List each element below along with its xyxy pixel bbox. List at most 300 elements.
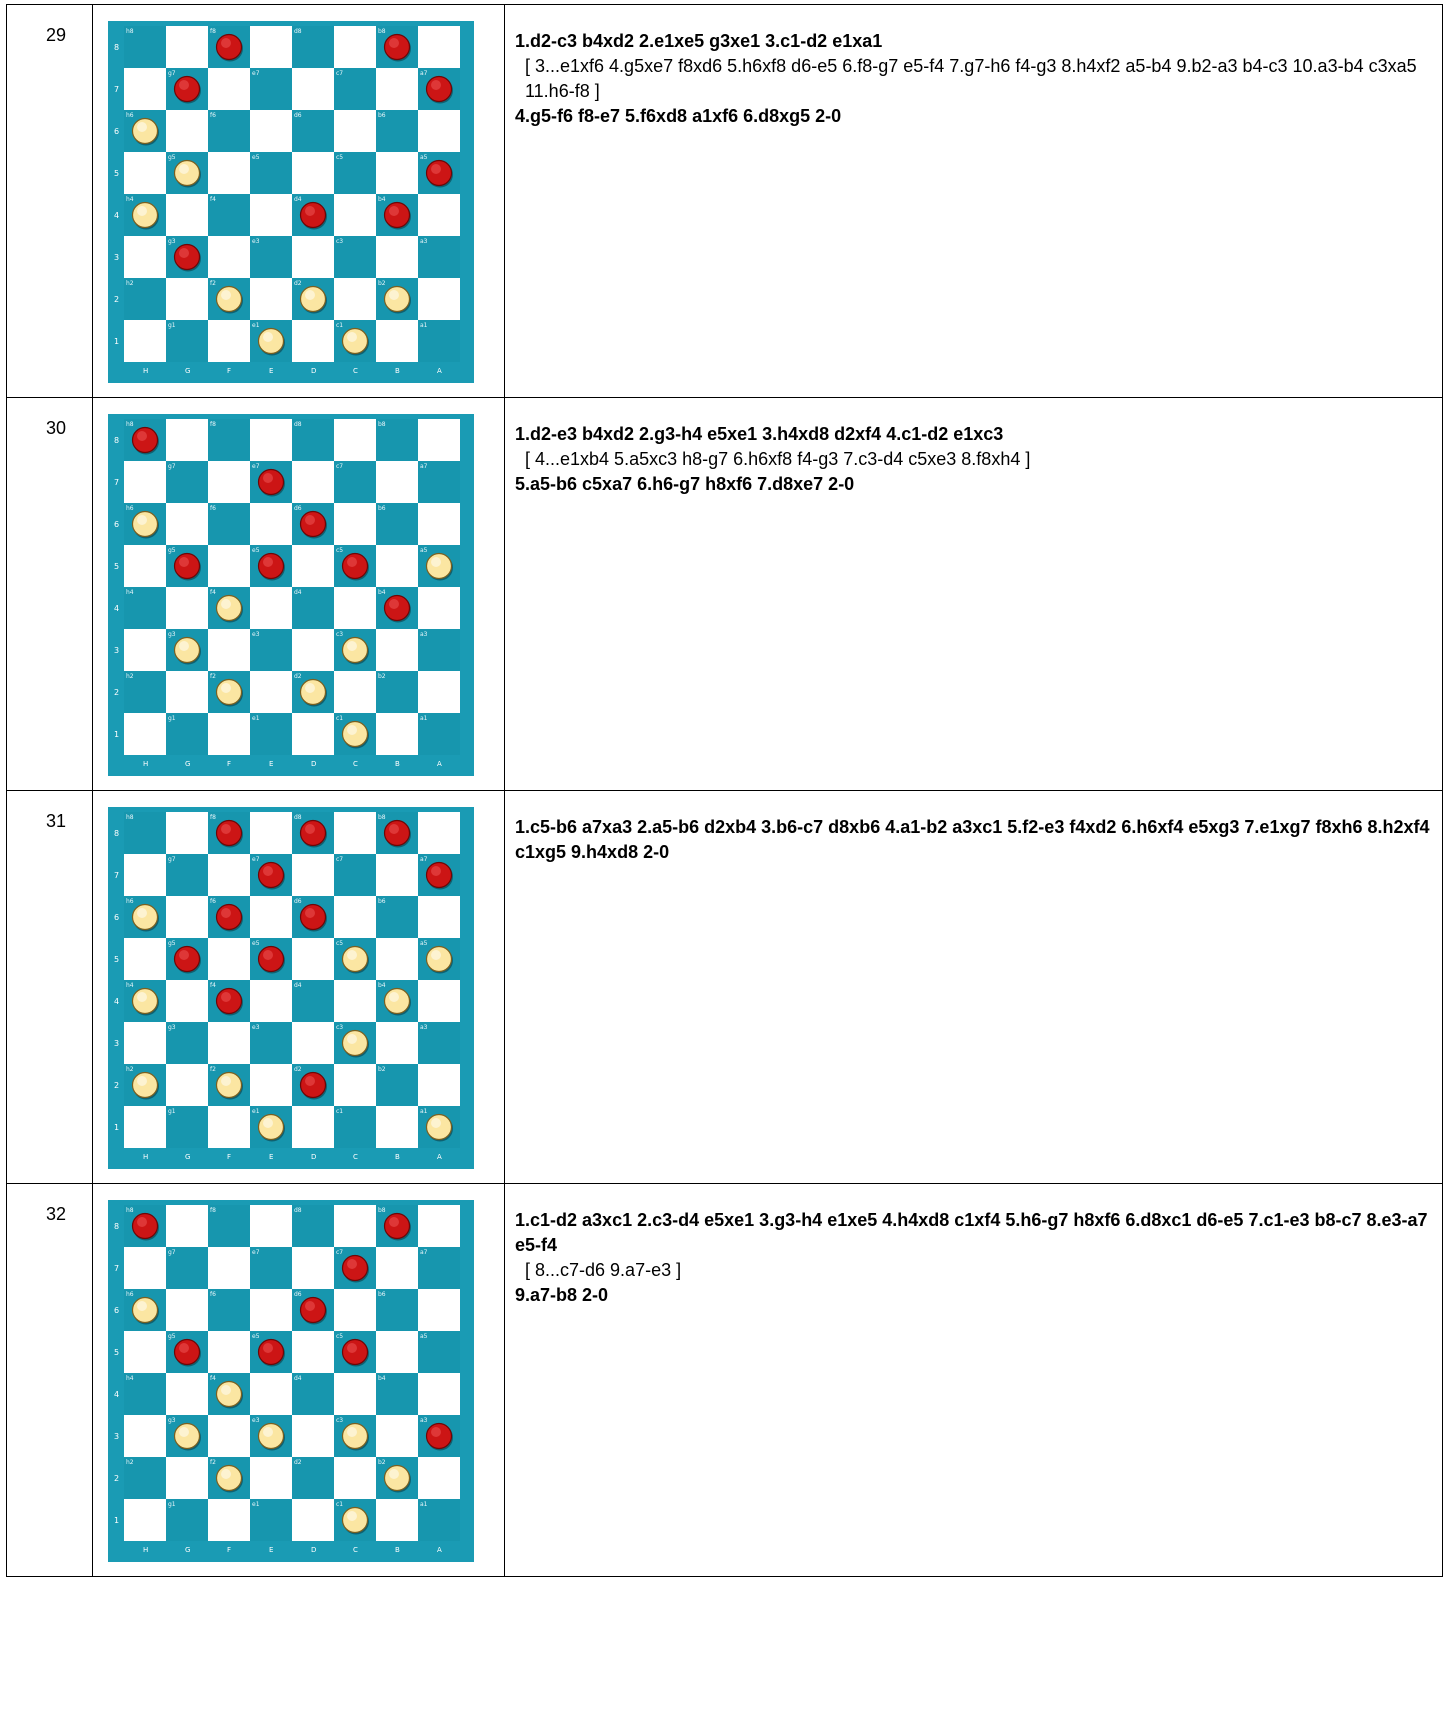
light-square-c8 [334, 1205, 376, 1247]
light-square-g4 [166, 587, 208, 629]
square-coordinate-label: d6 [294, 898, 302, 905]
light-square-c2 [334, 278, 376, 320]
puzzle-row [7, 1184, 1443, 1577]
square-coordinate-label: h2 [126, 1066, 134, 1073]
square-coordinate-label: g1 [168, 322, 176, 329]
variation-moves: [ 8...c7-d6 9.a7-e3 ] [525, 1260, 682, 1280]
light-square-d7 [292, 1247, 334, 1289]
rank-label: 2 [114, 295, 120, 304]
light-square-a6 [418, 896, 460, 938]
rank-label: 2 [114, 1474, 120, 1483]
light-square-g4 [166, 194, 208, 236]
square-coordinate-label: g5 [168, 547, 176, 554]
rank-label: 7 [114, 85, 120, 94]
square-coordinate-label: c1 [336, 1501, 344, 1508]
rank-label: 5 [114, 955, 120, 964]
square-coordinate-label: a1 [420, 1108, 428, 1115]
square-coordinate-label: f8 [210, 1207, 216, 1214]
rank-label: 2 [114, 688, 120, 697]
board-cell [93, 791, 505, 1184]
rank-label: 1 [114, 1123, 120, 1132]
square-coordinate-label: h4 [126, 196, 134, 203]
light-square-f5 [208, 152, 250, 194]
light-square-c6 [334, 110, 376, 152]
square-coordinate-label: d4 [294, 1375, 302, 1382]
light-square-g6 [166, 110, 208, 152]
light-square-e8 [250, 26, 292, 68]
square-coordinate-label: d8 [294, 28, 302, 35]
board-cell [93, 1184, 505, 1577]
square-coordinate-label: a1 [420, 322, 428, 329]
puzzle-row [7, 398, 1443, 791]
square-coordinate-label: d8 [294, 814, 302, 821]
rank-label: 1 [114, 1516, 120, 1525]
square-coordinate-label: c1 [336, 322, 344, 329]
light-square-e4 [250, 1373, 292, 1415]
file-label: F [227, 367, 232, 375]
square-coordinate-label: e7 [252, 856, 260, 863]
file-label: G [185, 760, 191, 768]
square-coordinate-label: b6 [378, 505, 386, 512]
light-square-b7 [376, 1247, 418, 1289]
square-coordinate-label: c1 [336, 715, 344, 722]
square-coordinate-label: h8 [126, 421, 134, 428]
rank-label: 6 [114, 913, 120, 922]
square-coordinate-label: a3 [420, 631, 428, 638]
light-square-d5 [292, 152, 334, 194]
light-square-e6 [250, 896, 292, 938]
square-coordinate-label: f8 [210, 814, 216, 821]
square-coordinate-label: h6 [126, 112, 134, 119]
light-square-e4 [250, 980, 292, 1022]
file-label: D [311, 760, 317, 768]
checkers-board [108, 21, 474, 383]
square-coordinate-label: f6 [210, 1291, 216, 1298]
puzzle-number: 32 [46, 1204, 67, 1224]
rank-label: 5 [114, 562, 120, 571]
light-square-f5 [208, 1331, 250, 1373]
file-label: F [227, 760, 232, 768]
light-square-h1 [124, 713, 166, 755]
light-square-g2 [166, 1064, 208, 1106]
square-coordinate-label: a5 [420, 1333, 428, 1340]
rank-label: 8 [114, 436, 120, 445]
light-square-e2 [250, 1457, 292, 1499]
square-coordinate-label: b2 [378, 280, 386, 287]
square-coordinate-label: c3 [336, 1024, 344, 1031]
main-line-moves: 4.g5-f6 f8-e7 5.f6xd8 a1xf6 6.d8xg5 2-0 [515, 106, 842, 126]
square-coordinate-label: g3 [168, 238, 176, 245]
light-square-g6 [166, 503, 208, 545]
board-cell [93, 5, 505, 398]
square-coordinate-label: d2 [294, 280, 302, 287]
rank-label: 1 [114, 337, 120, 346]
square-coordinate-label: e1 [252, 1108, 260, 1115]
square-coordinate-label: a7 [420, 1249, 428, 1256]
rank-label: 7 [114, 478, 120, 487]
square-coordinate-label: h4 [126, 982, 134, 989]
square-coordinate-label: d8 [294, 1207, 302, 1214]
light-square-c6 [334, 503, 376, 545]
rank-label: 1 [114, 730, 120, 739]
file-label: H [143, 1546, 149, 1554]
file-label: A [437, 1153, 442, 1161]
light-square-f3 [208, 1022, 250, 1064]
light-square-h5 [124, 938, 166, 980]
square-coordinate-label: a5 [420, 154, 428, 161]
file-label: H [143, 1153, 149, 1161]
square-coordinate-label: c1 [336, 1108, 344, 1115]
light-square-b1 [376, 713, 418, 755]
square-coordinate-label: h2 [126, 673, 134, 680]
light-square-e4 [250, 194, 292, 236]
square-coordinate-label: f4 [210, 196, 216, 203]
square-coordinate-label: f2 [210, 673, 216, 680]
light-square-d1 [292, 713, 334, 755]
light-square-d7 [292, 461, 334, 503]
light-square-d3 [292, 1022, 334, 1064]
square-coordinate-label: h2 [126, 280, 134, 287]
square-coordinate-label: e1 [252, 322, 260, 329]
light-square-g2 [166, 278, 208, 320]
light-square-h1 [124, 1499, 166, 1541]
light-square-h1 [124, 320, 166, 362]
square-coordinate-label: d4 [294, 196, 302, 203]
square-coordinate-label: c7 [336, 70, 344, 77]
rank-label: 4 [114, 604, 120, 613]
rank-label: 8 [114, 1222, 120, 1231]
square-coordinate-label: g5 [168, 154, 176, 161]
file-label: B [395, 367, 400, 375]
file-label: E [269, 1153, 274, 1161]
square-coordinate-label: h8 [126, 28, 134, 35]
square-coordinate-label: c5 [336, 547, 344, 554]
light-square-b7 [376, 461, 418, 503]
file-label: F [227, 1546, 232, 1554]
light-square-d7 [292, 68, 334, 110]
square-coordinate-label: h6 [126, 505, 134, 512]
light-square-g8 [166, 1205, 208, 1247]
square-coordinate-label: a3 [420, 238, 428, 245]
square-coordinate-label: d6 [294, 112, 302, 119]
square-coordinate-label: b6 [378, 898, 386, 905]
square-coordinate-label: b8 [378, 1207, 386, 1214]
light-square-b5 [376, 545, 418, 587]
light-square-h3 [124, 236, 166, 278]
light-square-e8 [250, 1205, 292, 1247]
light-square-h5 [124, 1331, 166, 1373]
square-coordinate-label: h6 [126, 898, 134, 905]
square-coordinate-label: a1 [420, 715, 428, 722]
square-coordinate-label: f2 [210, 1066, 216, 1073]
light-square-f7 [208, 68, 250, 110]
light-square-h7 [124, 854, 166, 896]
light-square-a6 [418, 1289, 460, 1331]
light-square-g6 [166, 896, 208, 938]
light-square-e4 [250, 587, 292, 629]
square-coordinate-label: b4 [378, 589, 386, 596]
light-square-f1 [208, 1106, 250, 1148]
light-square-b5 [376, 1331, 418, 1373]
light-square-c4 [334, 1373, 376, 1415]
light-square-b3 [376, 629, 418, 671]
light-square-f5 [208, 938, 250, 980]
light-square-a4 [418, 587, 460, 629]
file-label: F [227, 1153, 232, 1161]
file-label: G [185, 367, 191, 375]
light-square-b5 [376, 938, 418, 980]
main-line-moves: 1.c1-d2 a3xc1 2.c3-d4 e5xe1 3.g3-h4 e1xe5 4.h4xd8 c1xf4 5.h6-g7 h8xf6 6.d8xc1 d6-e5 7.c1-e3 b8-c7 8.e3-a7 e5-f4 [515, 1210, 1428, 1255]
light-square-a8 [418, 26, 460, 68]
rank-label: 2 [114, 1081, 120, 1090]
light-square-c6 [334, 1289, 376, 1331]
puzzle-number-cell [7, 791, 93, 1184]
square-coordinate-label: e5 [252, 154, 260, 161]
square-coordinate-label: c7 [336, 856, 344, 863]
light-square-a2 [418, 1457, 460, 1499]
light-square-a8 [418, 419, 460, 461]
light-square-g6 [166, 1289, 208, 1331]
light-square-g8 [166, 419, 208, 461]
light-square-a4 [418, 1373, 460, 1415]
light-square-e6 [250, 110, 292, 152]
light-square-c6 [334, 896, 376, 938]
board-cell [93, 398, 505, 791]
puzzle-number: 30 [46, 418, 67, 438]
light-square-h3 [124, 629, 166, 671]
file-label: C [353, 367, 358, 375]
square-coordinate-label: a5 [420, 547, 428, 554]
square-coordinate-label: d6 [294, 1291, 302, 1298]
square-coordinate-label: c5 [336, 940, 344, 947]
light-square-h5 [124, 545, 166, 587]
file-label: H [143, 760, 149, 768]
square-coordinate-label: g1 [168, 1501, 176, 1508]
square-coordinate-label: d4 [294, 589, 302, 596]
light-square-g4 [166, 1373, 208, 1415]
file-label: G [185, 1546, 191, 1554]
rank-label: 6 [114, 127, 120, 136]
square-coordinate-label: f8 [210, 421, 216, 428]
rank-label: 3 [114, 646, 120, 655]
file-label: A [437, 367, 442, 375]
rank-label: 7 [114, 1264, 120, 1273]
light-square-c2 [334, 671, 376, 713]
light-square-e8 [250, 419, 292, 461]
square-coordinate-label: f2 [210, 280, 216, 287]
light-square-c4 [334, 980, 376, 1022]
light-square-g4 [166, 980, 208, 1022]
checkers-board [108, 807, 474, 1169]
light-square-c8 [334, 26, 376, 68]
light-square-a6 [418, 503, 460, 545]
main-line-moves: 9.a7-b8 2-0 [515, 1285, 609, 1305]
light-square-f7 [208, 854, 250, 896]
puzzle-number-cell [7, 398, 93, 791]
light-square-f1 [208, 713, 250, 755]
light-square-b1 [376, 1106, 418, 1148]
rank-label: 7 [114, 871, 120, 880]
variation-moves: [ 4...e1xb4 5.a5xc3 h8-g7 6.h6xf8 f4-g3 7.c3-d4 c5xe3 8.f8xh4 ] [525, 449, 1031, 469]
light-square-d5 [292, 938, 334, 980]
file-label: A [437, 1546, 442, 1554]
square-coordinate-label: g7 [168, 70, 176, 77]
square-coordinate-label: b4 [378, 196, 386, 203]
square-coordinate-label: d6 [294, 505, 302, 512]
square-coordinate-label: b6 [378, 1291, 386, 1298]
square-coordinate-label: e1 [252, 715, 260, 722]
square-coordinate-label: h2 [126, 1459, 134, 1466]
light-square-a2 [418, 278, 460, 320]
square-coordinate-label: c5 [336, 1333, 344, 1340]
rank-label: 5 [114, 169, 120, 178]
square-coordinate-label: d2 [294, 673, 302, 680]
moves-cell [505, 5, 1443, 398]
light-square-f1 [208, 1499, 250, 1541]
light-square-b1 [376, 1499, 418, 1541]
light-square-d1 [292, 320, 334, 362]
light-square-c4 [334, 194, 376, 236]
light-square-c4 [334, 587, 376, 629]
main-line-moves: 1.d2-c3 b4xd2 2.e1xe5 g3xe1 3.c1-d2 e1xa1 [515, 31, 883, 51]
puzzle-number: 31 [46, 811, 67, 831]
square-coordinate-label: h4 [126, 589, 134, 596]
puzzle-row [7, 5, 1443, 398]
light-square-e2 [250, 1064, 292, 1106]
square-coordinate-label: b4 [378, 1375, 386, 1382]
main-line-moves: 1.d2-e3 b4xd2 2.g3-h4 e5xe1 3.h4xd8 d2xf4 4.c1-d2 e1xc3 [515, 424, 1004, 444]
light-square-b7 [376, 68, 418, 110]
light-square-a2 [418, 671, 460, 713]
rank-label: 3 [114, 1432, 120, 1441]
file-label: D [311, 1153, 317, 1161]
file-label: B [395, 1153, 400, 1161]
square-coordinate-label: h8 [126, 814, 134, 821]
file-label: C [353, 760, 358, 768]
square-coordinate-label: b8 [378, 421, 386, 428]
square-coordinate-label: c3 [336, 631, 344, 638]
light-square-a4 [418, 194, 460, 236]
light-square-a4 [418, 980, 460, 1022]
square-coordinate-label: c3 [336, 238, 344, 245]
square-coordinate-label: d8 [294, 421, 302, 428]
file-label: H [143, 367, 149, 375]
light-square-f7 [208, 461, 250, 503]
light-square-a2 [418, 1064, 460, 1106]
light-square-e6 [250, 503, 292, 545]
light-square-c2 [334, 1457, 376, 1499]
rank-label: 4 [114, 1390, 120, 1399]
file-label: D [311, 367, 317, 375]
square-coordinate-label: e7 [252, 70, 260, 77]
file-label: C [353, 1153, 358, 1161]
light-square-a6 [418, 110, 460, 152]
square-coordinate-label: d2 [294, 1459, 302, 1466]
square-coordinate-label: a7 [420, 856, 428, 863]
square-coordinate-label: c5 [336, 154, 344, 161]
square-coordinate-label: a1 [420, 1501, 428, 1508]
square-coordinate-label: f8 [210, 28, 216, 35]
puzzle-row [7, 791, 1443, 1184]
square-coordinate-label: h4 [126, 1375, 134, 1382]
puzzle-number: 29 [46, 25, 67, 45]
square-coordinate-label: e7 [252, 1249, 260, 1256]
light-square-h7 [124, 1247, 166, 1289]
file-label: A [437, 760, 442, 768]
square-coordinate-label: e7 [252, 463, 260, 470]
light-square-h3 [124, 1022, 166, 1064]
light-square-f7 [208, 1247, 250, 1289]
square-coordinate-label: b2 [378, 673, 386, 680]
square-coordinate-label: c7 [336, 463, 344, 470]
square-coordinate-label: e3 [252, 1417, 260, 1424]
square-coordinate-label: c7 [336, 1249, 344, 1256]
light-square-f1 [208, 320, 250, 362]
light-square-g2 [166, 1457, 208, 1499]
square-coordinate-label: h8 [126, 1207, 134, 1214]
light-square-f3 [208, 629, 250, 671]
square-coordinate-label: f2 [210, 1459, 216, 1466]
light-square-d3 [292, 236, 334, 278]
square-coordinate-label: f6 [210, 112, 216, 119]
file-label: C [353, 1546, 358, 1554]
light-square-h3 [124, 1415, 166, 1457]
rank-label: 8 [114, 43, 120, 52]
light-square-g2 [166, 671, 208, 713]
square-coordinate-label: b2 [378, 1066, 386, 1073]
file-label: E [269, 1546, 274, 1554]
square-coordinate-label: b8 [378, 28, 386, 35]
main-line-moves: 5.a5-b6 c5xa7 6.h6-g7 h8xf6 7.d8xe7 2-0 [515, 474, 855, 494]
square-coordinate-label: e1 [252, 1501, 260, 1508]
rank-label: 8 [114, 829, 120, 838]
square-coordinate-label: c3 [336, 1417, 344, 1424]
square-coordinate-label: d4 [294, 982, 302, 989]
rank-label: 3 [114, 1039, 120, 1048]
square-coordinate-label: a3 [420, 1417, 428, 1424]
moves-cell [505, 791, 1443, 1184]
file-label: B [395, 760, 400, 768]
square-coordinate-label: h6 [126, 1291, 134, 1298]
light-square-h7 [124, 68, 166, 110]
rank-label: 3 [114, 253, 120, 262]
square-coordinate-label: e5 [252, 940, 260, 947]
light-square-f3 [208, 236, 250, 278]
moves-cell [505, 398, 1443, 791]
light-square-a8 [418, 1205, 460, 1247]
checkers-board [108, 1200, 474, 1562]
light-square-h5 [124, 152, 166, 194]
square-coordinate-label: d2 [294, 1066, 302, 1073]
puzzle-number-cell [7, 5, 93, 398]
square-coordinate-label: f6 [210, 505, 216, 512]
light-square-c2 [334, 1064, 376, 1106]
file-label: D [311, 1546, 317, 1554]
variation-moves: [ 3...e1xf6 4.g5xe7 f8xd6 5.h6xf8 d6-e5 6.f8-g7 e5-f4 7.g7-h6 f4-g3 8.h4xf2 a5-b4 9.b2-a3 b4-c3 10.a3-b4 c3xa5 11.h6-f8 ] [525, 56, 1417, 101]
moves-cell [505, 1184, 1443, 1577]
checkers-board [108, 414, 474, 776]
light-square-d5 [292, 1331, 334, 1373]
light-square-e8 [250, 812, 292, 854]
light-square-b3 [376, 1415, 418, 1457]
light-square-c8 [334, 419, 376, 461]
light-square-d1 [292, 1499, 334, 1541]
square-coordinate-label: b8 [378, 814, 386, 821]
square-coordinate-label: f4 [210, 982, 216, 989]
square-coordinate-label: g7 [168, 856, 176, 863]
square-coordinate-label: b6 [378, 112, 386, 119]
light-square-a8 [418, 812, 460, 854]
